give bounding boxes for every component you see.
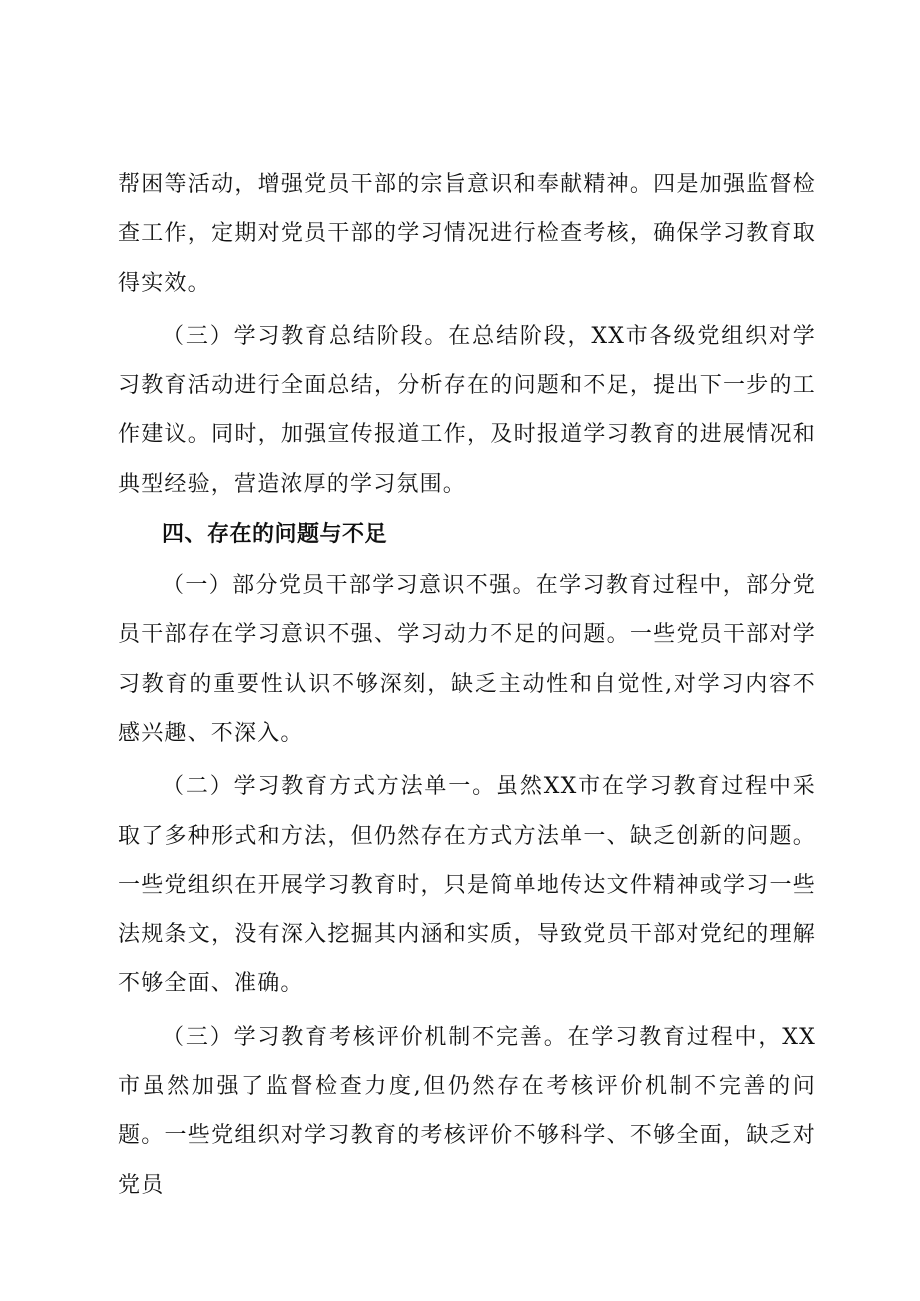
- section-heading: 四、存在的问题与不足: [162, 522, 388, 548]
- document-body: [118, 160, 816, 1214]
- paragraph-issue-2: （二）学习教育方式方法单一。虽然XX市在学习教育过程中采取了多种形式和方法，但仍然存在方式方法单一、缺乏创新的问题。一些党组织在开展学习教育时，只是简单地传达文件精神或学习一些法规条文，没有深入挖掘其内涵和实质，导致党员干部对党纪的理解不够全面、准确。: [118, 774, 816, 997]
- paragraph-issue-3: （三）学习教育考核评价机制不完善。在学习教育过程中，XX市虽然加强了监督检查力度,但仍然存在考核评价机制不完善的问题。一些党组织对学习教育的考核评价不够科学、不够全面，缺乏对党员: [118, 1024, 816, 1198]
- paragraph-issue-1: （一）部分党员干部学习意识不强。在学习教育过程中，部分党员干部存在学习意识不强、学习动力不足的问题。一些党员干部对学习教育的重要性认识不够深刻，缺乏主动性和自觉性,对学习内容不感兴趣、不深入。: [118, 573, 816, 746]
- paragraph-summary-stage: （三）学习教育总结阶段。在总结阶段，XX市各级党组织对学习教育活动进行全面总结，分析存在的问题和不足，提出下一步的工作建议。同时，加强宣传报道工作，及时报道学习教育的进展情况和典型经验，营造浓厚的学习氛围。: [118, 323, 816, 497]
- paragraph-continuation: 帮困等活动，增强党员干部的宗旨意识和奉献精神。四是加强监督检查工作，定期对党员干部的学习情况进行检查考核，确保学习教育取得实效。: [118, 172, 816, 296]
